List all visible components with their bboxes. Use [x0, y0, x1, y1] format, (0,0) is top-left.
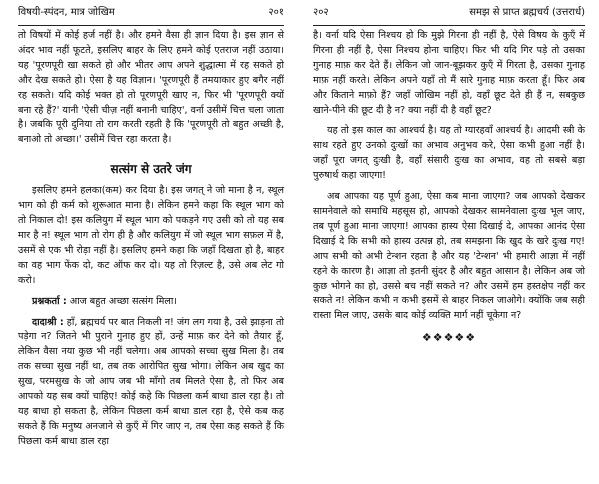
question-text: आज बहुत अच्छा सत्संग मिला। — [69, 295, 178, 307]
left-running-title: विषयी-स्पंदन, मात्र जोखिम — [18, 7, 115, 18]
left-page-body — [18, 29, 284, 450]
right-page-header — [313, 2, 585, 24]
left-header-rule — [18, 25, 284, 26]
right-paragraph-3: अब आपका यह पूर्ण हुआ, ऐसा कब माना जाएगा? जब आपको देखकर सामनेवाले को समाधि महसूस हो, आपको देखकर सामनेवाला दुःख भूल जाए, तब पूर्ण हुआ माना जाएगा! आपका हास्य ऐसा दिखाई दे, आपका आनंद ऐसा दिखाई दे कि सभी को हास्य उत्पन्न हो, तब समझना कि खुद के खरे दुःख गए! आप सभी को अभी टेन्शन रहता है और यह 'टेन्शन' भी हमारी आज्ञा में नहीं रहने के कारण है। आज्ञा तो इतनी सुंदर है और बहुत आसान है। लेकिन अब जो कुछ भोगने का हो, उससे बच नहीं सकते न? और उसमें हम हस्तक्षेप नहीं कर सकते न! लेकिन कभी न कभी इसमें से बाहर निकल जाओगे। क्योंकि जब सही रास्ता मिल जाए, उसके बाद कोई व्यक्ति मार्ग नहीं चूकेगा न? — [313, 191, 585, 322]
section-heading: सत्संग से उतरे जंग — [110, 162, 192, 177]
right-running-title: समझ से प्राप्त ब्रह्मचर्य (उत्तरार्ध) — [469, 7, 585, 18]
right-page — [307, 0, 599, 484]
left-paragraph-1: तो विषयों में कोई हर्ज नहीं है। और हमने वैसा ही ज्ञान दिया है। इस ज्ञान से अंदर भाव नहीं फूटते, इसलिए बाहर के लिए हमने कोई एतराज नहीं उठाया। यह 'पूरणपूरी खा सकते हो और भीतर आप अपने शुद्धात्मा में रह सकते हो और देख सकते हो। ऐसा है यह विज्ञान। 'पूरणपूरी हैं तमयाकार हुए बगैर नहीं रह सकते। यदि कोई भक्त हो तो पूरणपूरी खाए न, फिर भी 'पूरणपूरी क्यों बना रहे हैं?' यानी 'ऐसी चीज़ नहीं बनानी चाहिए', वर्ना उसीमें चित्त चला जाता है। जबकि पूरी दुनिया तो राग करती रहती है कि 'पूरणपूरी तो बहुत अच्छी है, बनाओ तो अच्छा।' उसीमें चित्त रहा करता है। — [18, 30, 284, 146]
answer-text: हाँ, ब्रह्मचर्य पर बात निकली न! जंग लग गया है, उसे झाड़ना तो पड़ेगा न? जितने भी पुराने गुनाह हुए हों, उन्हें माफ़ कर देने को तैयार हूँ, लेकिन वैसा नया कुछ भी नहीं चलेगा। अब आपको सच्चा सुख मिला है। तब तक सच्चा सुख नहीं था, तब तक आरोपित सुख भोगा। लेकिन अब खुद का सुख, परमसुख के जो आप जब भी माँगो तब मिलते ऐसा है, तो फिर अब आपको यह सब क्यों चाहिए! कोई कहे कि पिछला कर्म बाधा डाल रहा है। तो यह बाधा हो सकता है, लेकिन पिछला कर्म बाधा डाल रहा है, ऐसे कब कह सकते हैं कि मनुष्य अनजाने से कुएँ में गिर जाए न, तब ऐसा कह सकते हैं कि पिछला कर्म बाधा डाल रहा — [18, 316, 284, 447]
left-page — [0, 0, 292, 484]
left-paragraph-2: इसलिए हमने हलका(कम) कर दिया है। इस जगत् ने जो माना है न, स्थूल भाग को ही कर्म को शुरूआत माना है। लेकिन हमने कहा कि स्थूल भाग को तो निकाल दो! इस कलियुग में स्थूल भाग को पकड़ने गए उसी को तो यह सब मार है न! स्थूल भाग तो रोग ही है और कलियुग में जो स्थूल भाग सफ़ल में है, उसमें से एक भी रोड़ा नहीं है। इसलिए हमने कहा कि जहाँ दिखता हो है, बाहर का वह भाग फेंक दो, कट ऑफ कर दो। यह तो रिज़ल्ट है, उसे अब लेट गो करो। — [18, 185, 284, 286]
left-page-number: २०१ — [268, 7, 284, 18]
right-page-body — [313, 29, 585, 346]
question-paragraph — [18, 295, 284, 310]
right-paragraph-1: है। वर्ना यदि ऐसा निश्चय हो कि मुझे गिरना ही नहीं है, ऐसे विषय के कुएँ में गिरना ही नहीं है, ऐसा निश्चय होना चाहिए। फिर भी यदि गिर पड़े तो उसका गुनाह माफ़ कर देते हैं। लेकिन जो जान-बूझकर कुएँ में गिरता है, उसका गुनाह माफ़ नहीं करते। लेकिन अपने यहाँ तो मैं सारे गुनाह माफ़ करता हूँ। फिर अब और किताने माफ़ो हैं? जहाँ जोखिम नहीं हो, वहाँ छूट देते ही हैं न, सबकुछ खाने-पीने की छूट दी है न? क्या नहीं दी है वहाँ छूट? — [313, 30, 585, 116]
right-paragraph-2: यह तो इस काल का आश्चर्य है। यह तो ग्यारहवाँ आश्चर्य है। आदमी स्त्री के साथ रहते हुए उनको दुःखों का अभाव अनुभव करे, ऐसा कभी हुआ नहीं है। जहाँ पूरा जगत् दुःखी है, वहाँ संसारी दुःख का अभाव, वह तो सबसे बड़ा पुरुषार्थ कहा जाएगा! — [313, 125, 585, 182]
right-header-rule — [313, 25, 585, 26]
questioner-label: प्रश्नकर्ता : — [32, 295, 67, 307]
section-end-ornament: ❖❖❖❖❖ — [421, 331, 477, 345]
answer-paragraph — [18, 316, 284, 450]
left-page-header — [18, 2, 284, 24]
dadashri-label: दादाश्री : — [32, 316, 64, 328]
right-page-number: २०२ — [313, 7, 329, 18]
